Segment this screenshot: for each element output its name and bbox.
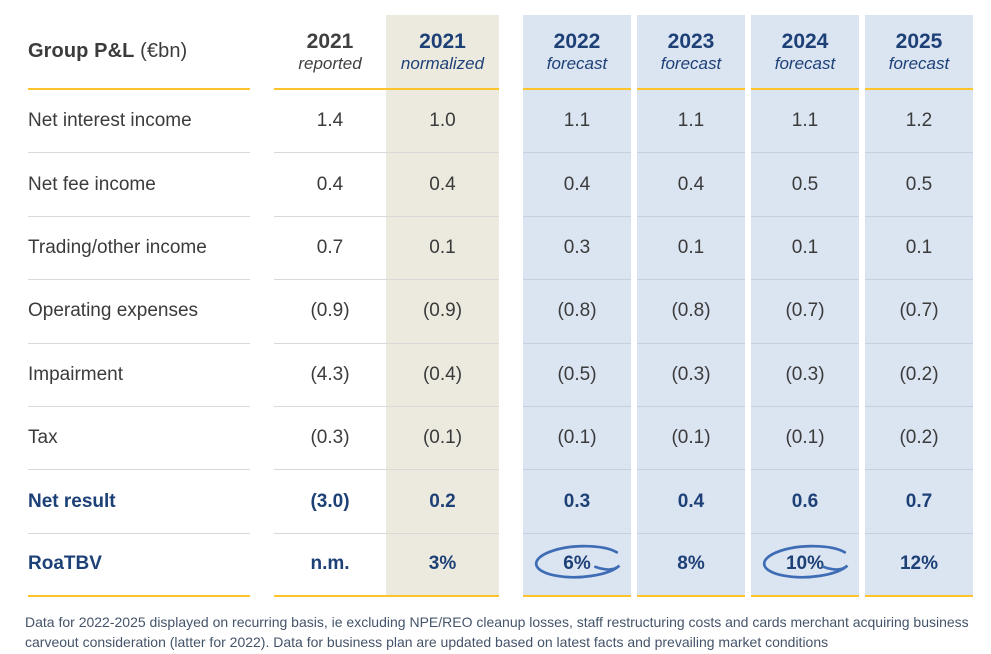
value-cell: (0.1) [523,407,631,470]
column-year: 2022 [553,30,601,54]
value-cell-roatbv: 3% [386,534,499,597]
column-subtitle: reported [298,54,362,74]
value-cell-roatbv-circled [751,534,859,597]
value-cell-roatbv: n.m. [274,534,386,597]
value-cell: (0.2) [865,344,973,407]
roatbv-2022-value: 6% [563,553,591,575]
column-2023-forecast [637,15,745,597]
row-label: Net fee income [28,153,250,216]
column-header-2023-forecast [637,15,745,90]
column-year: 2021 [306,30,354,54]
roatbv-2024-value: 10% [785,553,825,575]
column-subtitle: forecast [660,54,722,74]
value-cell-roatbv: 12% [865,534,973,597]
row-label: Impairment [28,344,250,407]
value-cell-net-result: 0.2 [386,470,499,533]
value-cell: (0.1) [637,407,745,470]
column-subtitle: normalized [400,54,485,74]
column-2021-reported [274,15,386,597]
value-cell: 0.4 [523,153,631,216]
column-2022-forecast [523,15,631,597]
row-label: Tax [28,407,250,470]
value-cell: 1.1 [523,90,631,153]
column-2024-forecast [751,15,859,597]
table-title-cell [28,15,250,90]
column-subtitle: forecast [888,54,950,74]
row-label: Trading/other income [28,217,250,280]
column-header-2021-reported [274,15,386,90]
value-cell: 1.0 [386,90,499,153]
value-cell: 0.1 [865,217,973,280]
table-title [28,40,187,63]
column-year: 2021 [419,30,466,54]
value-cell-net-result: 0.4 [637,470,745,533]
value-cell: (0.5) [523,344,631,407]
value-cell-net-result: 0.6 [751,470,859,533]
value-cell: (0.7) [751,280,859,343]
value-cell: (0.9) [386,280,499,343]
value-cell: 0.1 [637,217,745,280]
column-header-2021-normalized [386,15,499,90]
value-cell: 0.7 [274,217,386,280]
value-cell: 0.1 [751,217,859,280]
value-cell-net-result: 0.3 [523,470,631,533]
value-cell: (0.1) [751,407,859,470]
column-year: 2024 [781,30,829,54]
value-cell: 0.1 [386,217,499,280]
value-cell: (0.3) [751,344,859,407]
value-cell: 0.4 [274,153,386,216]
row-label-net-result: Net result [28,470,250,533]
value-cell: 1.2 [865,90,973,153]
value-cell: (0.2) [865,407,973,470]
column-year: 2025 [895,30,943,54]
value-cell: (4.3) [274,344,386,407]
table-title-unit: (€bn) [134,40,188,62]
value-cell: (0.8) [523,280,631,343]
value-cell: 0.5 [751,153,859,216]
column-year: 2023 [667,30,715,54]
value-cell-roatbv: 8% [637,534,745,597]
value-cell: (0.8) [637,280,745,343]
column-subtitle: forecast [774,54,836,74]
table-title-text: Group P&L [28,40,135,62]
row-label: Operating expenses [28,280,250,343]
value-cell: 1.1 [637,90,745,153]
footnote: Data for 2022-2025 displayed on recurring basis, ie excluding NPE/REO cleanup losses, staff restructuring costs and cards merchant acquiring business carveout consideration (latter for 2022). Data for business plan are updated based on latest facts and prevailing market conditions [25,614,969,651]
value-cell-roatbv-circled [523,534,631,597]
column-2021-normalized [386,15,499,597]
value-cell-net-result: 0.7 [865,470,973,533]
value-cell: (0.9) [274,280,386,343]
value-cell: 0.3 [523,217,631,280]
value-cell: (0.3) [637,344,745,407]
column-subtitle: forecast [546,54,608,74]
column-header-2022-forecast [523,15,631,90]
value-cell-net-result: (3.0) [274,470,386,533]
column-header-2024-forecast [751,15,859,90]
column-2025-forecast [865,15,973,597]
value-cell: 0.4 [386,153,499,216]
column-row-labels [28,15,250,597]
row-label: Net interest income [28,90,250,153]
column-header-2025-forecast [865,15,973,90]
value-cell: 1.4 [274,90,386,153]
value-cell: (0.3) [274,407,386,470]
row-label-roatbv: RoaTBV [28,534,250,597]
value-cell: (0.7) [865,280,973,343]
value-cell: 1.1 [751,90,859,153]
value-cell: (0.1) [386,407,499,470]
value-cell: 0.5 [865,153,973,216]
value-cell: (0.4) [386,344,499,407]
value-cell: 0.4 [637,153,745,216]
